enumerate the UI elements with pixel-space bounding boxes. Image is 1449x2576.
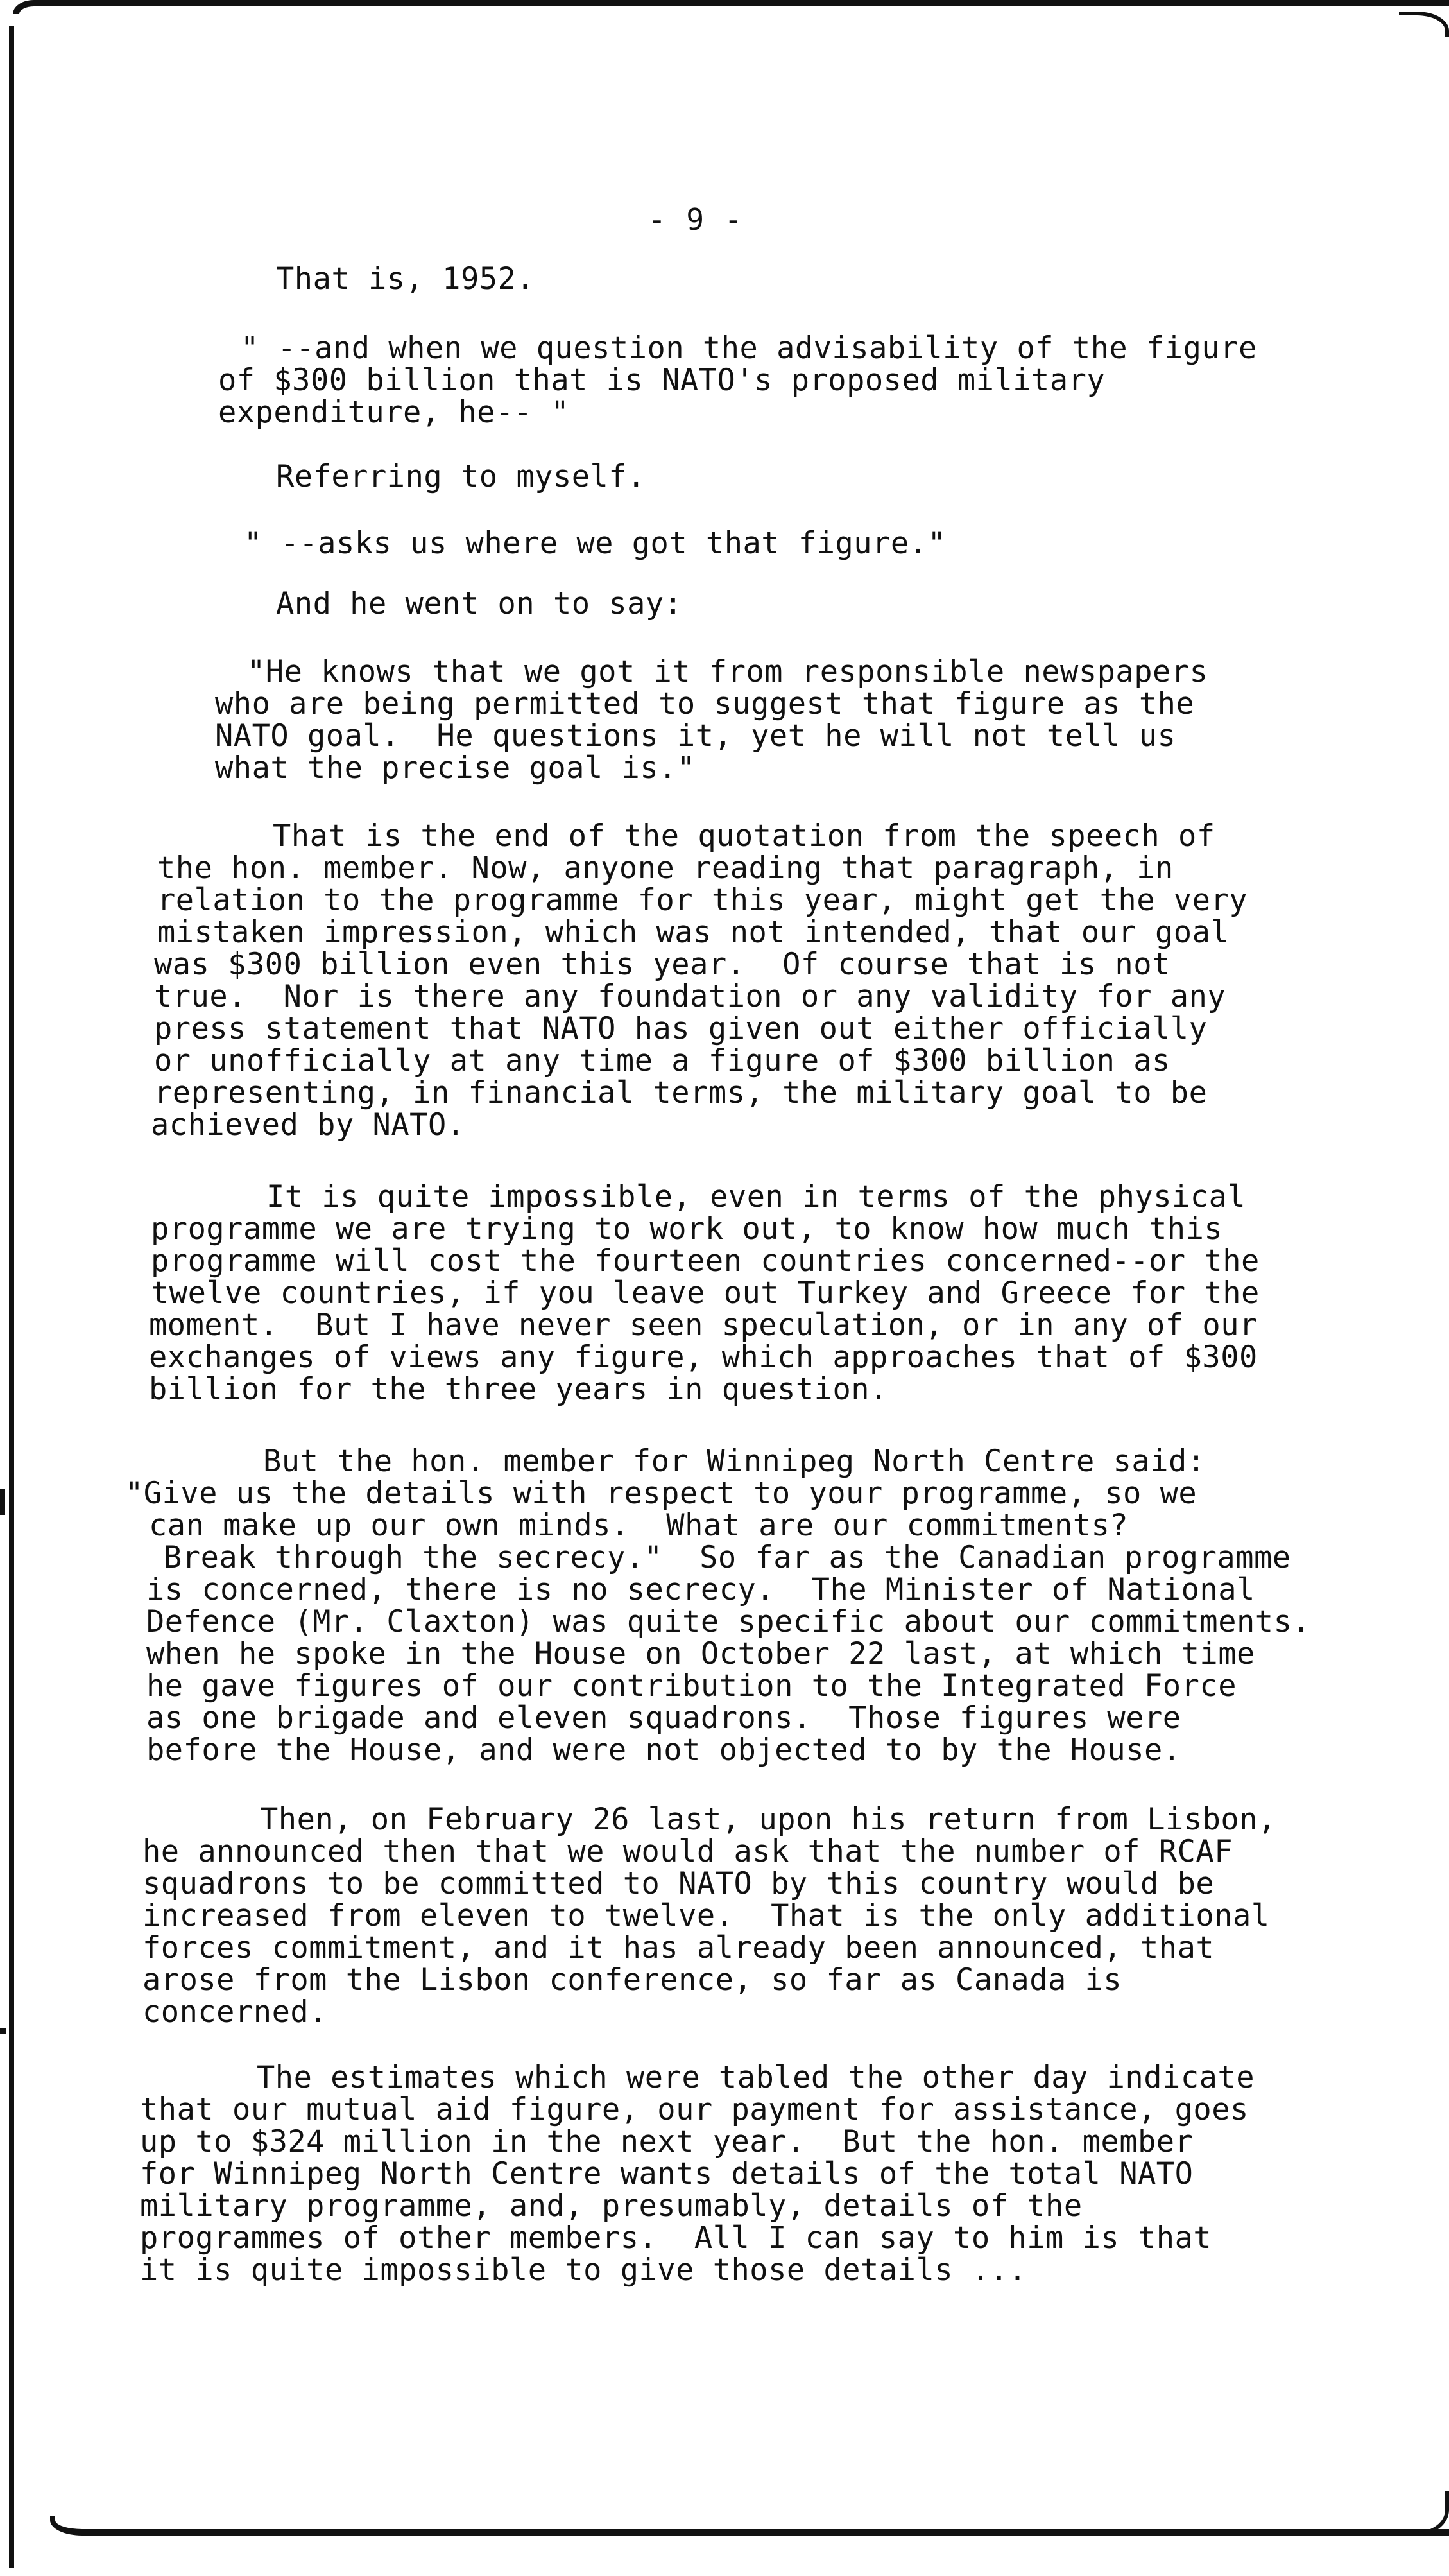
text-line: what the precise goal is."	[215, 750, 696, 786]
text-line: " --and when we question the advisability of the figure	[241, 331, 1257, 366]
text-line: Defence (Mr. Claxton) was quite specific about our commitments.	[146, 1604, 1311, 1639]
text-line: was $300 billion even this year. Of course that is not	[154, 947, 1170, 982]
text-line: twelve countries, if you leave out Turkey and Greece for the	[151, 1275, 1260, 1311]
text-line: moment. But I have never seen speculation, or in any of our	[149, 1308, 1258, 1343]
text-line: But the hon. member for Winnipeg North Centre said:	[263, 1444, 1206, 1479]
page-number: - 9 -	[648, 202, 744, 237]
text-line: representing, in financial terms, the military goal to be	[154, 1075, 1208, 1111]
text-line: " --asks us where we got that figure."	[244, 526, 947, 561]
text-line: can make up our own minds. What are our commitments?	[149, 1508, 1129, 1543]
page-border-left	[9, 26, 50, 2568]
text-line: military programme, and, presumably, details of the	[140, 2188, 1083, 2224]
text-line: achieved by NATO.	[151, 1107, 465, 1143]
text-line: "He knows that we got it from responsible newspapers	[247, 654, 1208, 689]
text-line: the hon. member. Now, anyone reading that paragraph, in	[157, 851, 1174, 886]
text-line: That is the end of the quotation from the speech of	[273, 818, 1215, 854]
text-line: that our mutual aid figure, our payment for assistance, goes	[140, 2092, 1249, 2127]
text-line: squadrons to be committed to NATO by this country would be	[142, 1866, 1215, 1901]
text-line: true. Nor is there any foundation or any validity for any	[154, 979, 1226, 1014]
text-line: mistaken impression, which was not intended, that our goal	[157, 915, 1230, 950]
text-line: programme we are trying to work out, to know how much this	[151, 1211, 1223, 1247]
text-line: It is quite impossible, even in terms of the physical	[266, 1179, 1246, 1215]
text-line: programmes of other members. All I can say to him is that	[140, 2220, 1212, 2256]
text-line: Then, on February 26 last, upon his return from Lisbon,	[260, 1802, 1276, 1837]
text-line: who are being permitted to suggest that figure as the	[215, 686, 1195, 722]
text-line: press statement that NATO has given out either officially	[154, 1011, 1208, 1046]
text-line: And he went on to say:	[276, 586, 683, 621]
text-line: forces commitment, and it has already been announced, that	[142, 1930, 1215, 1966]
text-line: relation to the programme for this year, might get the very	[157, 883, 1248, 918]
text-line: concerned.	[142, 1994, 327, 2030]
edge-mark	[0, 2028, 6, 2034]
text-line: when he spoke in the House on October 22 last, at which time	[146, 1636, 1255, 1672]
text-line: Referring to myself.	[276, 459, 646, 494]
page-border-bottom	[50, 2516, 1449, 2536]
text-line: it is quite impossible to give those details ...	[140, 2252, 1027, 2288]
text-line: arose from the Lisbon conference, so far as Canada is	[142, 1962, 1122, 1998]
text-line: Break through the secrecy." So far as the Canadian programme	[164, 1540, 1291, 1575]
text-line: billion for the three years in question.	[149, 1372, 888, 1407]
text-line: exchanges of views any figure, which approaches that of $300	[149, 1340, 1258, 1375]
page-border-top	[13, 0, 1449, 14]
text-line: he announced then that we would ask that the number of RCAF	[142, 1834, 1233, 1869]
text-line: The estimates which were tabled the other day indicate	[257, 2060, 1255, 2095]
text-line: NATO goal. He questions it, yet he will not tell us	[215, 718, 1176, 754]
page-border-corner-top-right	[1399, 12, 1449, 37]
text-line: or unofficially at any time a figure of $300 billion as	[154, 1043, 1170, 1078]
text-line: is concerned, there is no secrecy. The Minister of National	[146, 1572, 1255, 1607]
text-line: for Winnipeg North Centre wants details of the total NATO	[140, 2156, 1194, 2191]
edge-mark	[0, 1489, 5, 1515]
text-line: That is, 1952.	[276, 261, 535, 297]
text-line: before the House, and were not objected to by the House.	[146, 1733, 1181, 1768]
text-line: he gave figures of our contribution to the Integrated Force	[146, 1668, 1237, 1704]
text-line: of $300 billion that is NATO's proposed military	[218, 363, 1106, 398]
text-line: "Give us the details with respect to your programme, so we	[125, 1476, 1197, 1511]
text-line: up to $324 million in the next year. But the hon. member	[140, 2124, 1194, 2159]
text-line: increased from eleven to twelve. That is the only additional	[142, 1898, 1270, 1933]
text-line: expenditure, he-- "	[218, 395, 570, 430]
text-line: as one brigade and eleven squadrons. Those figures were	[146, 1700, 1181, 1736]
text-line: programme will cost the fourteen countries concerned--or the	[151, 1243, 1260, 1279]
